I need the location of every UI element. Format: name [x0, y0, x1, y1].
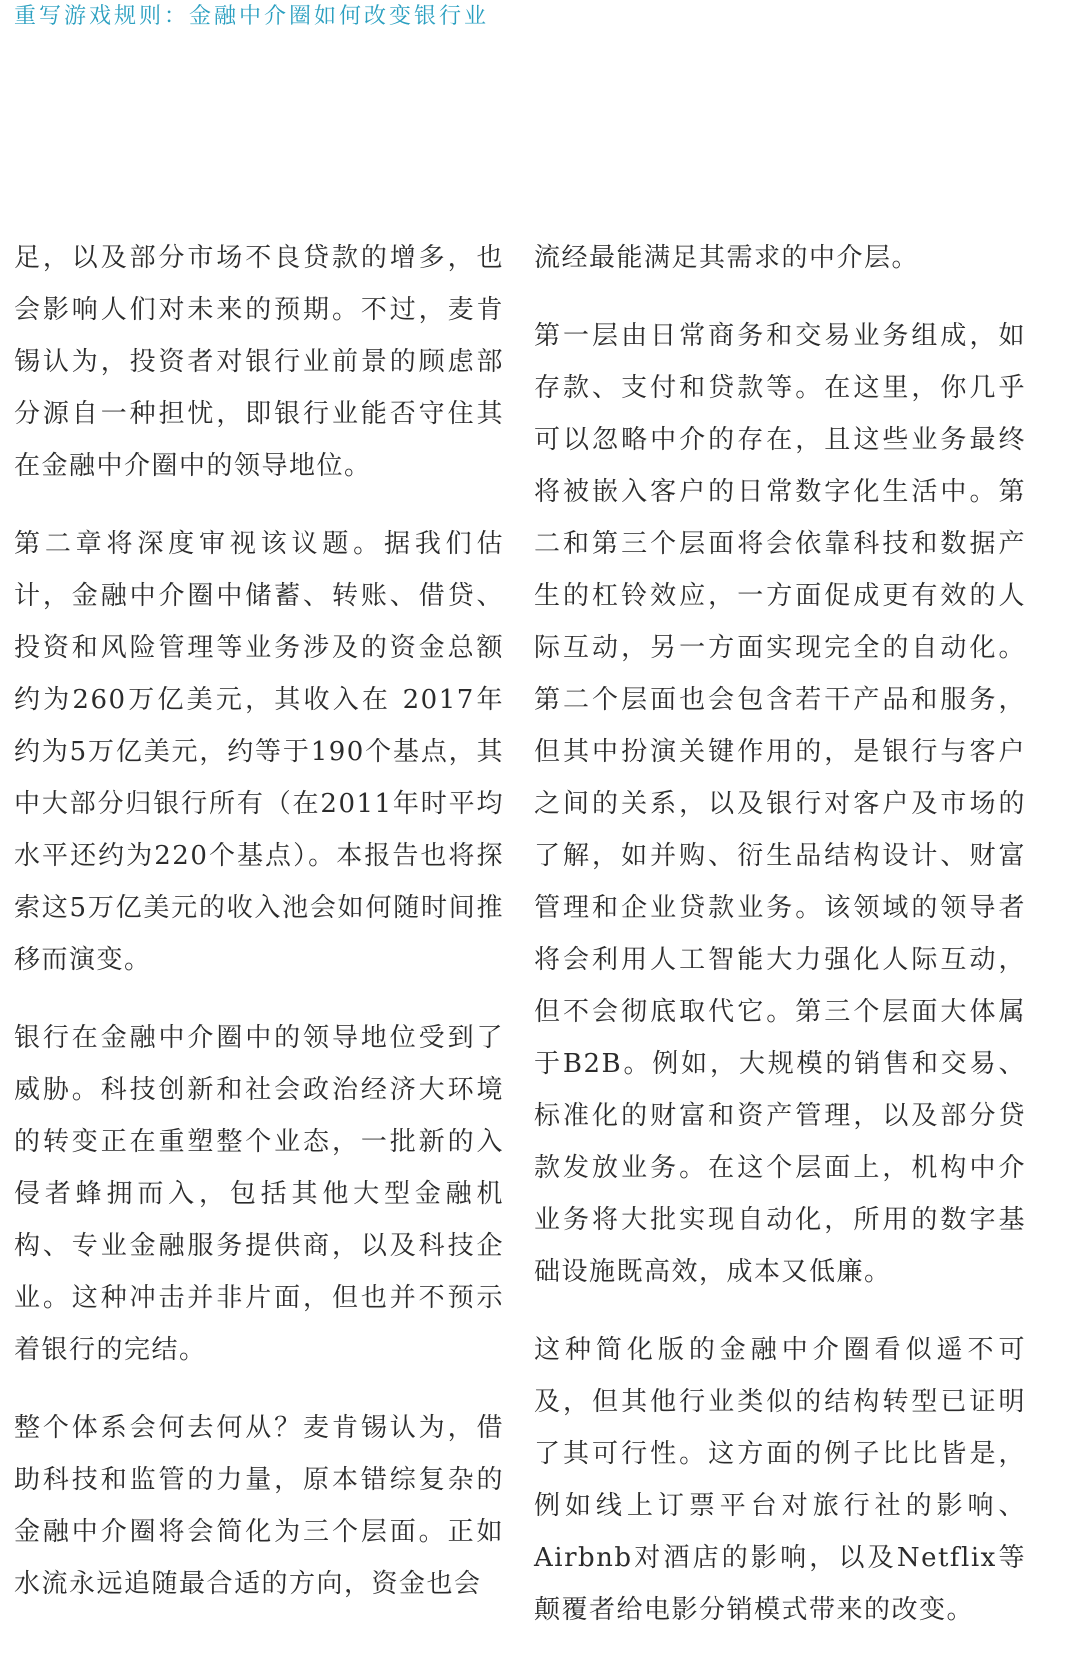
paragraph: 银行在金融中介圈中的领导地位受到了威胁。科技创新和社会政治经济大环境的转变正在重塑整个业态，一批新的入侵者蜂拥而入，包括其他大型金融机构、专业金融服务提供商，以及科技企业。这种冲击并非片面，但也并不预示着银行的完结。	[14, 1023, 504, 1365]
paragraph: 整个体系会何去何从？麦肯锡认为，借助科技和监管的力量，原本错综复杂的金融中介圈将会简化为三个层面。正如水流永远追随最合适的方向，资金也会	[14, 1413, 504, 1599]
left-column	[14, 232, 504, 1636]
paragraph: 第二章将深度审视该议题。据我们估计，金融中介圈中储蓄、转账、借贷、投资和风险管理等业务涉及的资金总额约为260万亿美元，其收入在 2017年约为5万亿美元，约等于190个基点，其中大部分归银行所有（在2011年时平均水平还约为220个基点）。本报告也将探索这5万亿美元的收入池会如何随时间推移而演变。	[14, 529, 504, 975]
paragraph: 第一层由日常商务和交易业务组成，如存款、支付和贷款等。在这里，你几乎可以忽略中介的存在，且这些业务最终将被嵌入客户的日常数字化生活中。第二和第三个层面将会依靠科技和数据产生的杠铃效应，一方面促成更有效的人际互动，另一方面实现完全的自动化。第二个层面也会包含若干产品和服务，但其中扮演关键作用的，是银行与客户之间的关系，以及银行对客户及市场的了解，如并购、衍生品结构设计、财富管理和企业贷款业务。该领域的领导者将会利用人工智能大力强化人际互动，但不会彻底取代它。第三个层面大体属于B2B。例如，大规模的销售和交易、标准化的财富和资产管理，以及部分贷款发放业务。在这个层面上，机构中介业务将大批实现自动化，所用的数字基础设施既高效，成本又低廉。	[534, 321, 1026, 1287]
right-column	[534, 232, 1026, 1662]
paragraph: 这种简化版的金融中介圈看似遥不可及，但其他行业类似的结构转型已证明了其可行性。这方面的例子比比皆是，例如线上订票平台对旅行社的影响、Airbnb对酒店的影响，以及Netflix等颠覆者给电影分销模式带来的改变。	[534, 1335, 1026, 1625]
paragraph: 足，以及部分市场不良贷款的增多，也会影响人们对未来的预期。不过，麦肯锡认为，投资者对银行业前景的顾虑部分源自一种担忧，即银行业能否守住其在金融中介圈中的领导地位。	[14, 243, 504, 481]
running-header: 重写游戏规则：金融中介圈如何改变银行业	[14, 4, 490, 29]
paragraph: 流经最能满足其需求的中介层。	[534, 243, 920, 273]
